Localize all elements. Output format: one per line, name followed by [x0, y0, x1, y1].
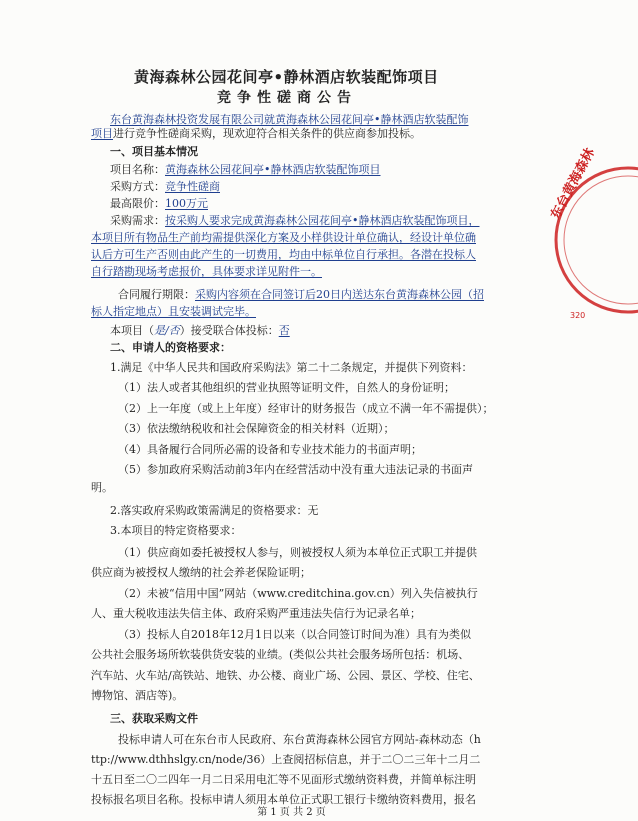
qual-3-1: （1）供应商如委托被授权人参与，则被授权人须为本单位正式职工并提供	[118, 546, 477, 559]
section-1-heading: 一、项目基本情况	[110, 145, 198, 158]
contract-value: 采购内容须在合同签订后20日内送达东台黄海森林公园（招	[195, 288, 484, 301]
obtain-line-4: 投标报名项目名称。投标申请人须用本单位正式职工银行卡缴纳资料费用，报名	[91, 793, 476, 806]
qual-1-3: （3）依法缴纳税收和社会保障资金的相关材料（近期）；	[118, 422, 395, 435]
qual-3-3-cont-2: 汽车站、火车站/高铁站、地铁、办公楼、商业广场、公园、景区、学校、住宅、	[91, 669, 480, 682]
requirement-value: 按采购人要求完成黄海森林公园花间亭•静林酒店软装配饰项目，	[165, 214, 480, 227]
requirement-line-2: 本项目所有物品生产前均需提供深化方案及小样供设计单位确认，经设计单位确	[91, 231, 476, 244]
price-value: 100万元	[165, 197, 208, 210]
intro-line-1: 东台黄海森林投资发展有限公司就黄海森林公园花间亭•静林酒店软装配饰	[110, 113, 469, 126]
project-name-row	[110, 163, 381, 177]
method-value: 竞争性磋商	[165, 180, 220, 193]
qual-1-2: （2）上一年度（或上上年度）经审计的财务报告（成立不满一年不需提供）；	[118, 402, 494, 415]
company-seal-stamp	[548, 145, 638, 330]
requirement-row	[110, 214, 480, 228]
qual-3-2: （2）未被“信用中国”网站（www.creditchina.gov.cn）列入失信被执行	[118, 587, 478, 600]
page-footer: 第 1 页 共 2 页	[257, 807, 326, 818]
qual-3-1-cont: 供应商为被授权人缴纳的社会养老保险证明；	[91, 566, 311, 579]
price-label: 最高限价：	[110, 197, 165, 210]
qual-1-5: （5）参加政府采购活动前3年内在经营活动中没有重大违法记录的书面声	[118, 463, 473, 476]
obtain-line-2: ttp://www.dthhslgy.cn/node/36）上查阅招标信息，并于二〇二三年十二月二	[91, 753, 481, 766]
qual-2: 2.落实政府采购政策需满足的资格要求：无	[110, 504, 319, 517]
obtain-line-3: 十五日至二〇二四年一月二日采用电汇等不见面形式缴纳资料费，并简单标注明	[91, 773, 476, 786]
qual-1-5-cont: 明。	[91, 481, 113, 494]
joint-bid-handwritten: 是/否	[154, 324, 180, 337]
requirement-line-4: 自行踏勘现场考虑报价，具体要求详见附件一。	[91, 265, 322, 278]
qual-1-1: （1）法人或者其他组织的营业执照等证明文件，自然人的身份证明；	[118, 381, 455, 394]
joint-bid-mid: ）接受联合体投标：	[179, 324, 279, 337]
section-3-heading: 三、获取采购文件	[110, 712, 198, 725]
joint-bid-prefix: 本项目（	[110, 324, 154, 337]
requirement-line-3: 认后方可生产否则由此产生的一切费用，均由中标单位自行承担。各潜在投标人	[91, 248, 476, 261]
qual-1: 1.满足《中华人民共和国政府采购法》第二十二条规定，并提供下列资料：	[110, 361, 473, 374]
price-row	[110, 197, 208, 211]
method-label: 采购方式：	[110, 180, 165, 193]
qual-1-4: （4）具备履行合同所必需的设备和专业技术能力的书面声明；	[118, 443, 422, 456]
requirement-label: 采购需求：	[110, 214, 165, 227]
doc-title: 黄海森林公园花间亭•静林酒店软装配饰项目	[134, 68, 439, 86]
project-name-value: 黄海森林公园花间亭•静林酒店软装配饰项目	[165, 163, 381, 176]
project-name-label: 项目名称：	[110, 163, 165, 176]
seal-number: 320	[570, 311, 586, 320]
joint-bid-answer: 否	[278, 324, 290, 337]
intro-project-word: 项目	[91, 127, 113, 140]
doc-subtitle: 竞争性磋商公告	[217, 90, 357, 106]
intro-line-2	[91, 127, 421, 141]
qual-3-3-cont-3: 博物馆、酒店等)。	[91, 689, 184, 702]
joint-bid-row	[110, 324, 290, 338]
contract-row	[118, 288, 484, 302]
qual-3-2-cont: 人、重大税收违法失信主体、政府采购严重违法失信行为记录名单；	[91, 607, 421, 620]
contract-line-2: 标人指定地点）且安装调试完毕。	[91, 305, 256, 318]
qual-3-3-cont-1: 公共社会服务场所软装供货安装的业绩。(类似公共社会服务场所包括：机场、	[91, 648, 470, 661]
obtain-line-1: 投标申请人可在东台市人民政府、东台黄海森林公园官方网站-森林动态（h	[118, 733, 481, 746]
section-2-heading: 二、申请人的资格要求：	[110, 341, 231, 354]
qual-3: 3.本项目的特定资格要求：	[110, 524, 242, 537]
seal-text: 东台黄海森林	[548, 145, 599, 222]
method-row	[110, 180, 220, 194]
contract-label: 合同履行期限：	[118, 288, 195, 301]
qual-3-3: （3）投标人自2018年12月1日以来（以合同签订时间为准）具有为类似	[118, 628, 471, 641]
intro-rest: 进行竞争性磋商采购，现欢迎符合相关条件的供应商参加投标。	[113, 127, 421, 140]
